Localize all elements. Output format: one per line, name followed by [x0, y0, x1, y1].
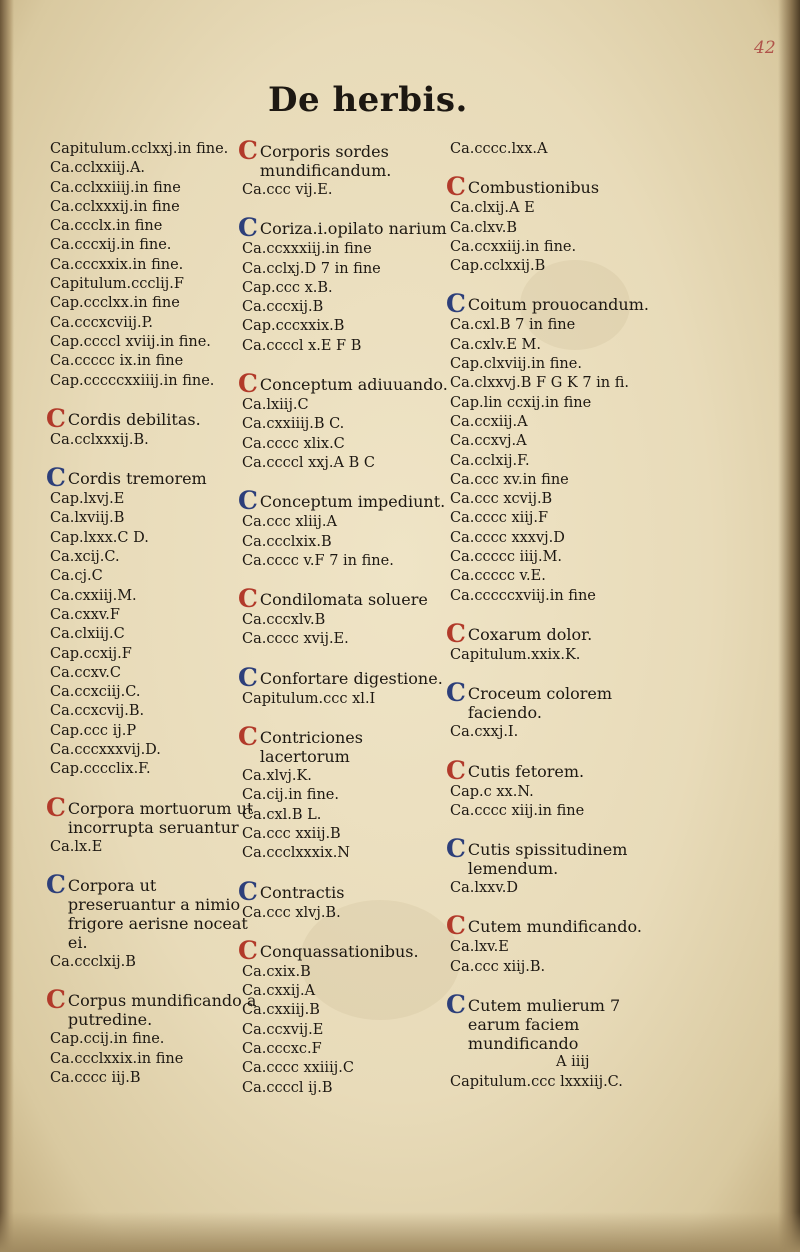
- entry-heading: [238, 662, 450, 692]
- rubricated-initial: C: [446, 911, 466, 941]
- rubricated-initial: C: [446, 618, 466, 648]
- index-entry-group: [46, 136, 258, 391]
- chapter-reference: Ca.ccc xiij.B.: [450, 958, 546, 975]
- chapter-reference: Ca.cccc xlix.C: [242, 435, 345, 452]
- heading-text: Cutis fetorem.: [467, 761, 585, 781]
- heading-text: Corpus mundificando a putredine.: [67, 991, 257, 1030]
- chapter-reference: Ca.ccclxxxix.N: [242, 845, 350, 862]
- rubricated-initial: C: [446, 678, 466, 708]
- chapter-reference: Ca.ccxiij.A: [450, 413, 528, 430]
- chapter-reference: Cap.cccccxxiiij.in fine.: [50, 372, 215, 389]
- rubricated-initial: C: [446, 990, 466, 1020]
- entry-heading: [238, 136, 450, 180]
- entry-heading: [446, 289, 658, 319]
- chapter-reference: Ca.cccc xxxvj.D: [450, 529, 565, 546]
- chapter-reference: Ca.cccc iij.B: [50, 1069, 141, 1086]
- chapter-reference: Ca.ccc xliij.A: [242, 514, 337, 531]
- chapter-reference: Ca.cccxxxvij.D.: [50, 742, 161, 759]
- chapter-reference: Ca.cccc xiij.in fine: [450, 802, 585, 819]
- heading-text: Croceum colorem faciendo.: [467, 684, 613, 723]
- chapter-reference: Ca.cccc xvij.E.: [242, 631, 349, 648]
- chapter-reference: Cap.c xx.N.: [450, 783, 534, 800]
- chapter-reference: Cap.lin ccxij.in fine: [450, 394, 592, 411]
- chapter-reference: Cap.ccij.in fine.: [50, 1031, 165, 1048]
- entry-heading: [446, 990, 658, 1054]
- chapter-reference: Ca.ccc xxiij.B: [242, 825, 341, 842]
- chapter-reference: Ca.cclxxxij.in fine: [50, 198, 180, 215]
- heading-text: Conceptum impediunt.: [259, 492, 446, 512]
- rubricated-initial: C: [238, 213, 258, 243]
- index-entry-group: [238, 935, 450, 1098]
- heading-text: Conceptum adiuuando.: [259, 375, 448, 395]
- index-entry-group: [46, 985, 258, 1088]
- rubricated-initial: C: [446, 834, 466, 864]
- index-column-2: [238, 136, 450, 1115]
- heading-text: Corpora mortuorum ut incorrupta seruantur: [67, 798, 254, 837]
- entry-heading: [446, 678, 658, 723]
- chapter-reference: Ca.cxl.B L.: [242, 806, 322, 823]
- chapter-reference: Capitulum.cclxxj.in fine.: [50, 141, 229, 157]
- chapter-reference: Ca.ccxvj.A: [450, 433, 527, 450]
- chapter-reference: Ca.cclxj.D 7 in fine: [242, 260, 381, 277]
- chapter-reference: Ca.ccxxiij.in fine.: [450, 238, 577, 255]
- rubricated-initial: C: [446, 755, 466, 785]
- chapter-reference: Ca.cccc v.F 7 in fine.: [242, 552, 394, 569]
- chapter-reference: Capitulum.ccc lxxxiij.C.: [450, 1074, 623, 1091]
- chapter-reference: Ca.ccc xlvj.B.: [242, 904, 341, 921]
- index-entry-group: [238, 486, 450, 571]
- index-entry-group: [446, 172, 658, 276]
- chapter-reference: Ca.cxxiiij.B C.: [242, 416, 345, 433]
- chapter-reference: Ca.cij.in fine.: [242, 787, 339, 804]
- chapter-reference: Ca.cxlv.E M.: [450, 336, 542, 353]
- chapter-reference: Cap.ccc ij.P: [50, 722, 137, 739]
- chapter-reference: Capitulum.xxix.K.: [450, 646, 581, 663]
- index-entry-group: [446, 140, 658, 159]
- chapter-reference: Ca.ccc xcvij.B: [450, 491, 553, 508]
- chapter-reference: [446, 1054, 658, 1073]
- chapter-reference: Ca.ccc xv.in fine: [450, 471, 569, 488]
- rubricated-initial: C: [238, 584, 258, 614]
- chapter-reference: Ca.clxv.B: [450, 219, 518, 236]
- signature-mark: A iiij: [556, 1054, 590, 1070]
- index-entry-group: [446, 911, 658, 977]
- chapter-reference: Ca.lxxv.D: [450, 880, 519, 897]
- entry-heading: [238, 213, 450, 243]
- chapter-reference: Ca.cccxc.F: [242, 1041, 322, 1058]
- rubricated-initial: C: [46, 985, 66, 1015]
- chapter-reference: Ca.cccxij.B: [242, 299, 324, 316]
- page-title: De herbis.: [268, 80, 468, 120]
- index-entry-group: [238, 662, 450, 709]
- page-gutter: [0, 0, 14, 1252]
- entry-heading: [238, 935, 450, 965]
- chapter-reference: Cap.clxviij.in fine.: [450, 356, 582, 373]
- rubricated-initial: C: [238, 136, 258, 165]
- chapter-reference: Ca.xlvj.K.: [242, 768, 312, 785]
- chapter-reference: Ca.cccccxviij.in fine: [450, 587, 596, 604]
- entry-heading: [446, 911, 658, 941]
- rubricated-initial: C: [238, 935, 258, 965]
- chapter-reference: Ca.cclxxiiij.in fine: [50, 179, 181, 196]
- index-entry-group: [446, 618, 658, 665]
- heading-text: Cordis debilitas.: [67, 409, 201, 429]
- chapter-reference: Ca.cclxxiij.A.: [50, 160, 146, 177]
- entry-heading: [238, 876, 450, 906]
- chapter-reference: Cap.lxvj.E: [50, 491, 125, 508]
- chapter-reference: Ca.cccxij.in fine.: [50, 237, 172, 254]
- index-entry-group: [46, 869, 258, 972]
- chapter-reference: Ca.cxxij.A: [242, 983, 316, 1000]
- rubricated-initial: C: [46, 869, 66, 899]
- index-entry-group: [238, 722, 450, 863]
- index-column-3: [446, 140, 658, 1110]
- entry-heading: [46, 869, 258, 952]
- entry-heading: [446, 172, 658, 202]
- index-entry-group: [446, 678, 658, 742]
- page-edge: [778, 0, 800, 1252]
- chapter-reference: Ca.cccxxix.in fine.: [50, 256, 184, 273]
- rubricated-initial: C: [238, 722, 258, 752]
- chapter-reference: Ca.ccxcvij.B.: [50, 703, 145, 720]
- chapter-reference: Ca.cclxij.F.: [450, 452, 530, 469]
- chapter-reference: Ca.ccclx.in fine: [50, 218, 163, 235]
- chapter-reference: Ca.ccclxij.B: [50, 953, 136, 970]
- chapter-reference: Ca.lxviij.B: [50, 510, 125, 527]
- chapter-reference: Ca.clxiij.C: [50, 626, 125, 643]
- rubricated-initial: C: [46, 463, 66, 493]
- chapter-reference: Ca.cccxcviij.P.: [50, 314, 154, 331]
- chapter-reference: Cap.ccc x.B.: [242, 279, 333, 296]
- chapter-reference: Ca.cj.C: [50, 568, 103, 585]
- entry-heading: [238, 722, 450, 767]
- entry-heading: [446, 618, 658, 648]
- chapter-reference: Ca.lxv.E: [450, 939, 509, 956]
- chapter-reference: Ca.ccccc v.E.: [450, 568, 546, 585]
- chapter-reference: Cap.ccccl xviij.in fine.: [50, 333, 211, 350]
- chapter-reference: Cap.cccxxix.B: [242, 318, 345, 335]
- chapter-reference: Cap.cclxxij.B: [450, 258, 546, 275]
- rubricated-initial: C: [46, 403, 66, 433]
- chapter-reference: Cap.lxxx.C D.: [50, 529, 149, 546]
- chapter-reference: Ca.lx.E: [50, 838, 103, 855]
- rubricated-initial: C: [446, 172, 466, 202]
- chapter-reference: Ca.clxxvj.B F G K 7 in fi.: [450, 375, 630, 392]
- chapter-reference: Ca.ccxxxiij.in fine: [242, 241, 372, 258]
- chapter-reference: Ca.ccc vij.E.: [242, 182, 333, 198]
- chapter-reference: Ca.cccxlv.B: [242, 612, 326, 629]
- chapter-reference: Ca.ccccc ix.in fine: [50, 353, 184, 370]
- rubricated-initial: C: [46, 792, 66, 822]
- rubricated-initial: C: [238, 369, 258, 399]
- chapter-reference: Ca.cccc.lxx.A: [450, 141, 548, 157]
- heading-text: Corporis sordes mundificandum.: [259, 142, 392, 180]
- chapter-reference: Ca.cxix.B: [242, 963, 311, 980]
- chapter-reference: Ca.clxij.A E: [450, 200, 535, 217]
- heading-text: Conquassationibus.: [259, 941, 419, 961]
- heading-text: Cordis tremorem: [67, 469, 207, 489]
- entry-heading: [46, 403, 258, 433]
- rubricated-initial: C: [446, 289, 466, 319]
- entry-heading: [238, 486, 450, 516]
- index-entry-group: [446, 289, 658, 605]
- entry-heading: [238, 369, 450, 399]
- rubricated-initial: C: [238, 876, 258, 906]
- heading-text: Cutem mundificando.: [467, 917, 642, 937]
- chapter-reference: Ca.ccccl x.E F B: [242, 337, 362, 354]
- heading-text: Confortare digestione.: [259, 668, 443, 688]
- chapter-reference: Ca.ccccl xxj.A B C: [242, 454, 375, 471]
- entry-heading: [238, 584, 450, 614]
- index-entry-group: [238, 584, 450, 650]
- chapter-reference: Ca.ccclxxix.in fine: [50, 1050, 184, 1067]
- heading-text: Coriza.i.opilato narium: [259, 219, 447, 239]
- entry-heading: [46, 985, 258, 1030]
- heading-text: Corpora ut preseruantur a nimio frigore aerisne noceat ei.: [67, 875, 248, 952]
- chapter-reference: Ca.ccccl ij.B: [242, 1079, 333, 1096]
- chapter-reference: Ca.ccxvij.E: [242, 1021, 324, 1038]
- chapter-reference: Ca.cxxiij.B: [242, 1002, 320, 1019]
- heading-text: Cutis spissitudinem lemendum.: [467, 840, 628, 879]
- chapter-reference: Ca.ccxciij.C.: [50, 684, 141, 701]
- heading-text: Condilomata soluere: [259, 590, 428, 610]
- chapter-reference: Ca.cxl.B 7 in fine: [450, 317, 576, 334]
- chapter-reference: Ca.cclxxxij.B.: [50, 431, 149, 448]
- chapter-reference: Ca.cccc xxiiij.C: [242, 1060, 354, 1077]
- rubricated-initial: C: [238, 486, 258, 516]
- chapter-reference: Cap.ccxij.F: [50, 645, 132, 662]
- index-entry-group: [238, 213, 450, 356]
- chapter-reference: Cap.cccclix.F.: [50, 761, 151, 778]
- entry-heading: [46, 463, 258, 493]
- index-column-1: [46, 136, 258, 1105]
- chapter-reference: Ca.ccclxix.B: [242, 533, 332, 550]
- chapter-reference: Ca.cxxj.I.: [450, 724, 519, 741]
- chapter-reference: Ca.ccxv.C: [50, 664, 121, 681]
- heading-text: Coitum prouocandum.: [467, 295, 649, 315]
- chapter-reference: Cap.ccclxx.in fine: [50, 295, 180, 312]
- chapter-reference: Ca.xcij.C.: [50, 549, 120, 566]
- heading-text: Contriciones lacertorum: [259, 728, 363, 767]
- heading-text: Combustionibus: [467, 178, 600, 198]
- entry-heading: [446, 755, 658, 785]
- index-entry-group: [446, 755, 658, 822]
- heading-text: Cutem mulierum 7 earum faciem mundificando: [467, 996, 621, 1054]
- index-entry-group: [46, 403, 258, 450]
- chapter-reference: Ca.lxiij.C: [242, 397, 309, 414]
- heading-text: Contractis: [259, 882, 345, 902]
- page-bottom-shadow: [0, 1212, 800, 1252]
- index-entry-group: [238, 876, 450, 923]
- chapter-reference: Ca.ccccc iiij.M.: [450, 549, 563, 566]
- chapter-reference: Capitulum.ccc xl.I: [242, 690, 376, 707]
- index-entry-group: [238, 369, 450, 473]
- chapter-reference: Ca.cxxiij.M.: [50, 587, 137, 604]
- chapter-reference: Ca.cccc xiij.F: [450, 510, 549, 527]
- index-entry-group: [46, 792, 258, 857]
- index-entry-group: [46, 463, 258, 779]
- heading-text: Coxarum dolor.: [467, 624, 593, 644]
- entry-heading: [46, 792, 258, 837]
- index-entry-group: [238, 136, 450, 200]
- index-entry-group: [446, 990, 658, 1093]
- chapter-reference: Capitulum.ccclij.F: [50, 276, 184, 293]
- entry-heading: [446, 834, 658, 879]
- rubricated-initial: C: [238, 662, 258, 692]
- index-entry-group: [446, 834, 658, 898]
- chapter-reference: Ca.cxxv.F: [50, 606, 120, 623]
- folio-number: 42: [754, 38, 776, 58]
